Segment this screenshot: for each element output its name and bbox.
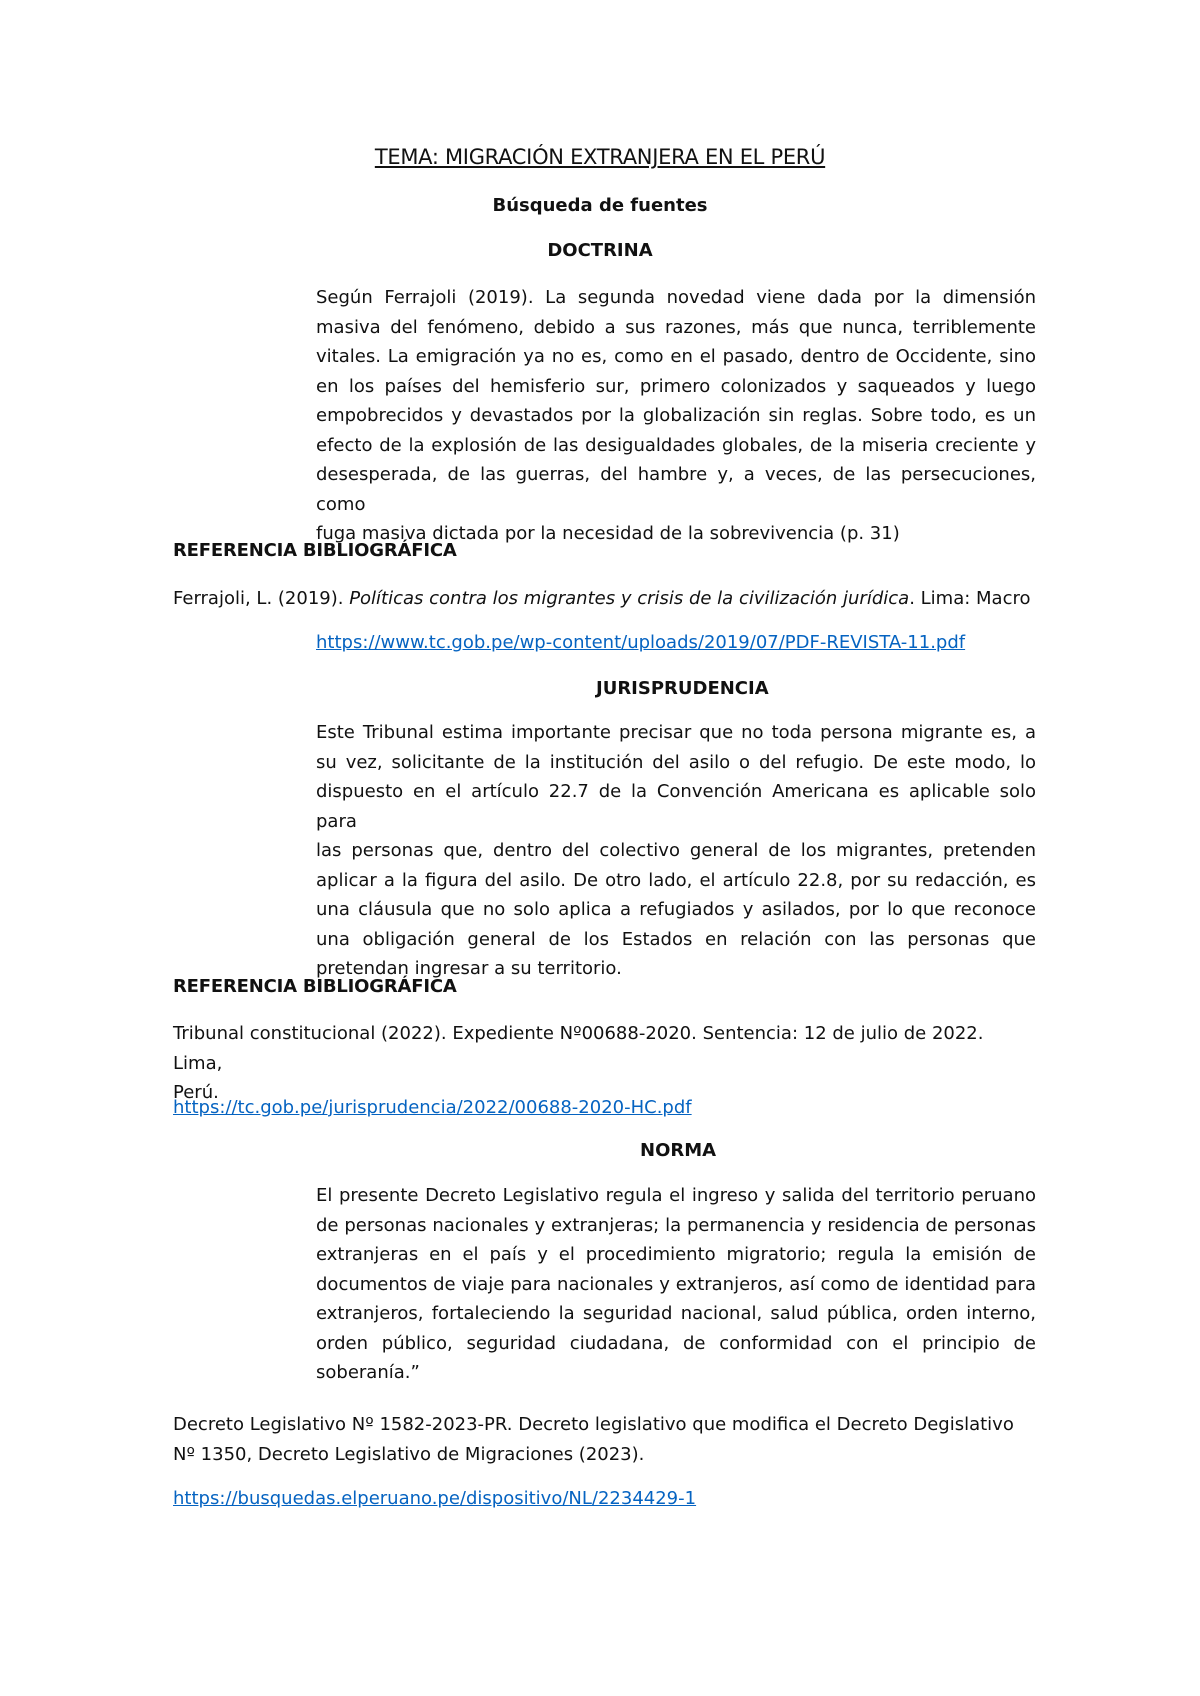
quote-line: documentos de viaje para nacionales y extranjeros, así como de identidad para bbox=[316, 1273, 1036, 1295]
quote-line: orden público, seguridad ciudadana, de conformidad con el principio de bbox=[316, 1332, 1036, 1354]
quote-line: pretendan ingresar a su territorio. bbox=[316, 958, 622, 979]
quote-line: fuga masiva dictada por la necesidad de la sobrevivencia (p. 31) bbox=[316, 523, 900, 544]
quote-line: de personas nacionales y extranjeras; la permanencia y residencia de personas bbox=[316, 1214, 1036, 1236]
quote-line: una cláusula que no solo aplica a refugiados y asilados, por lo que reconoce bbox=[316, 899, 1036, 920]
document-title: TEMA: MIGRACIÓN EXTRANJERA EN EL PERÚ bbox=[374, 145, 826, 169]
quote-line: efecto de la explosión de las desigualdades globales, de la miseria creciente y bbox=[316, 434, 1036, 456]
section-heading-norma: NORMA bbox=[640, 1140, 717, 1161]
jurisprudencia-source-link[interactable]: https://tc.gob.pe/jurisprudencia/2022/00688-2020-HC.pdf bbox=[173, 1097, 692, 1118]
citation-title: Políticas contra los migrantes y crisis de la civilización jurídica bbox=[349, 588, 910, 609]
quote-line: desesperada, de las guerras, del hambre y, a veces, de las persecuciones, como bbox=[316, 464, 1036, 515]
reference-heading: REFERENCIA BIBLIOGRÁFICA bbox=[173, 540, 457, 561]
quote-line: masiva del fenómeno, debido a sus razones, más que nunca, terriblemente bbox=[316, 316, 1036, 338]
doctrina-source-link[interactable]: https://www.tc.gob.pe/wp-content/uploads/2019/07/PDF-REVISTA-11.pdf bbox=[316, 632, 966, 653]
quote-line: su vez, solicitante de la institución del asilo o del refugio. De este modo, lo bbox=[316, 751, 1036, 773]
norma-source-link[interactable]: https://busquedas.elperuano.pe/dispositivo/NL/2234429-1 bbox=[173, 1488, 697, 1509]
reference-citation bbox=[173, 1019, 1038, 1108]
quote-line: empobrecidos y devastados por la globalización sin reglas. Sobre todo, es un bbox=[316, 405, 1036, 426]
quote-line: Este Tribunal estima importante precisar que no toda persona migrante es, a bbox=[316, 722, 1036, 743]
citation-publisher: . Lima: Macro bbox=[909, 588, 1031, 609]
reference-heading: REFERENCIA BIBLIOGRÁFICA bbox=[173, 976, 457, 997]
quote-line: soberanía.” bbox=[316, 1362, 420, 1383]
quote-line: extranjeras en el país y el procedimiento migratorio; regula la emisión de bbox=[316, 1244, 1036, 1265]
section-heading-jurisprudencia: JURISPRUDENCIA bbox=[596, 678, 769, 699]
reference-citation bbox=[173, 1410, 1038, 1469]
quote-line: extranjeros, fortaleciendo la seguridad nacional, salud pública, orden interno, bbox=[316, 1303, 1036, 1324]
document-subtitle: Búsqueda de fuentes bbox=[492, 195, 708, 216]
doctrina-quote bbox=[316, 283, 1036, 549]
citation-line: Perú. bbox=[173, 1082, 219, 1103]
citation-author: Ferrajoli, L. (2019). bbox=[173, 588, 350, 609]
norma-quote bbox=[316, 1181, 1036, 1388]
citation-line: Nº 1350, Decreto Legislativo de Migraciones (2023). bbox=[173, 1443, 645, 1465]
quote-line: una obligación general de los Estados en relación con las personas que bbox=[316, 928, 1036, 950]
jurisprudencia-quote bbox=[316, 718, 1036, 984]
quote-line: vitales. La emigración ya no es, como en el pasado, dentro de Occidente, sino bbox=[316, 346, 1036, 367]
citation-line: Tribunal constitucional (2022). Expediente Nº00688-2020. Sentencia: 12 de julio de 2022. Lima, bbox=[173, 1023, 984, 1074]
quote-line: en los países del hemisferio sur, primero colonizados y saqueados y luego bbox=[316, 375, 1036, 397]
quote-line: Según Ferrajoli (2019). La segunda novedad viene dada por la dimensión bbox=[316, 287, 1036, 308]
quote-line: aplicar a la figura del asilo. De otro lado, el artículo 22.8, por su redacción, es bbox=[316, 869, 1036, 891]
section-heading-doctrina: DOCTRINA bbox=[547, 240, 653, 261]
citation-line: Decreto Legislativo Nº 1582-2023-PR. Decreto legislativo que modifica el Decreto Degislativo bbox=[173, 1414, 1014, 1435]
quote-line: las personas que, dentro del colectivo general de los migrantes, pretenden bbox=[316, 840, 1036, 861]
quote-line: El presente Decreto Legislativo regula el ingreso y salida del territorio peruano bbox=[316, 1185, 1036, 1206]
quote-line: dispuesto en el artículo 22.7 de la Convención Americana es aplicable solo para bbox=[316, 781, 1036, 832]
reference-citation bbox=[173, 584, 1038, 614]
